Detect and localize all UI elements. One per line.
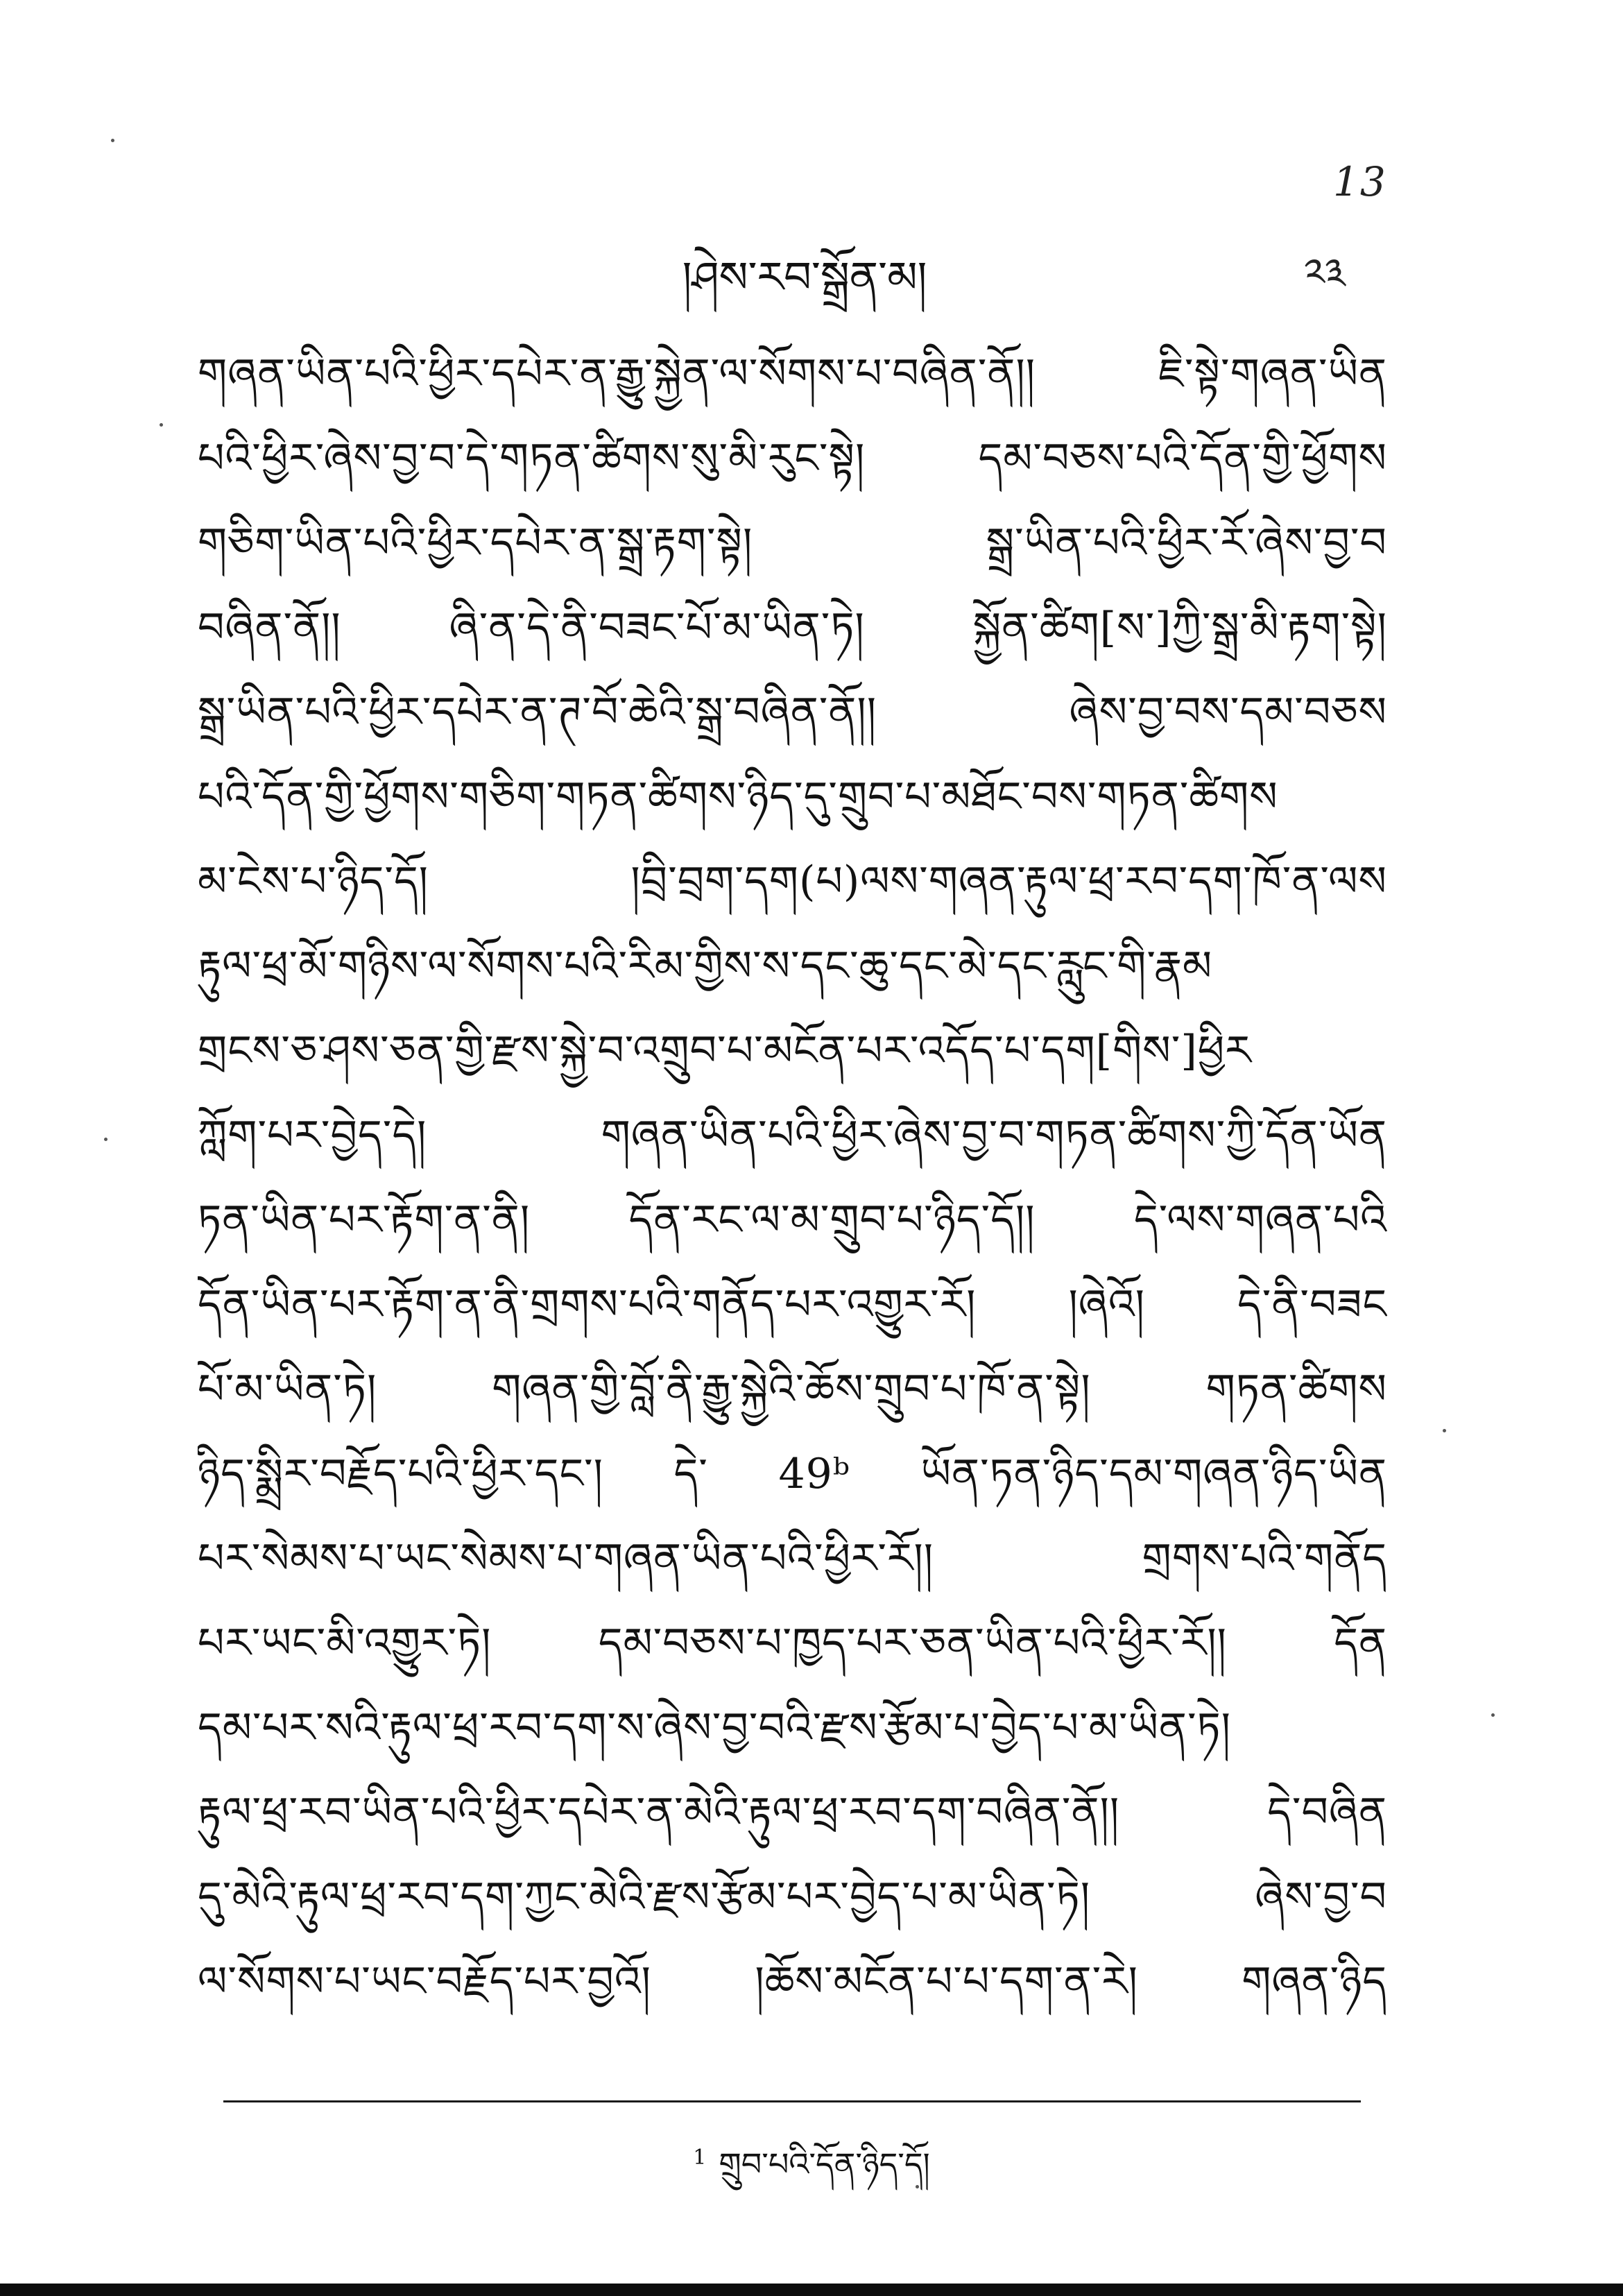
footnote-marker: 1 — [693, 2145, 707, 2170]
scan-speck — [160, 423, 163, 427]
text-line: རྟུལ་ཕྲ་རབ་ཡིན་པའི་ཕྱིར་དཔེར་ན་མེའི་རྟུལ་ཕྲ་རབ་དག་བཞིན་ནོ།། དེ་བཞིན — [198, 1788, 1387, 1837]
scan-speck — [916, 2185, 919, 2188]
handwritten-page-number: 13 — [1333, 158, 1387, 205]
text-line: པའི་ཕྱིར་ཞེས་བྱ་བ་དེ་གཏན་ཚིགས་སུ་མི་རུང་སྟེ། དམ་བཅས་པའི་དོན་གྱི་ཕྱོགས — [198, 434, 1387, 483]
text-line: གཞན་ཡིན་པའི་ཕྱིར་དཔེར་ན་རྒྱུ་སྐྱེན་ལ་སོགས་པ་བཞིན་ནོ།། ཇི་སྟེ་གཞན་ཡིན — [198, 350, 1387, 398]
scan-speck — [1443, 1429, 1446, 1432]
printed-folio-number: ༢༣ — [1304, 250, 1346, 297]
text-line: མ་ངེས་པ་ཉིད་དོ། །བྲི་བྲག་དག(པ)ལས་གཞན་རྟུལ་ཕྲ་རབ་དག་ཁོ་ན་ལས — [198, 857, 1387, 906]
text-line: པར་ཡང་མི་འགྱུར་ཏེ། དམ་བཅས་པ་ཁྱད་པར་ཅན་ཡིན་པའི་ཕྱིར་རོ།། དོན — [198, 1619, 1387, 1668]
text-line: རྟུལ་ཕྲ་མོ་གཉིས་ལ་སོགས་པའི་རིམ་གྱིས་ས་དང་ཆུ་དང་མེ་དང་རླུང་གི་རྣམ — [198, 942, 1213, 991]
text-line: བཞིན་ནོ།། ཞི་ན་དེ་ནི་བཟང་པོ་མ་ཡིན་ཏེ། སྐྱོན་ཚིག[ས་]ཀྱི་སྒྲ་མི་རྟག་སྟེ། — [198, 603, 1387, 652]
tibetan-body-text — [198, 332, 1387, 2024]
text-line: ཏན་ཡིན་པར་རྟོག་ན་ནི། དོན་རང་ལ་མ་གྲུབ་པ་ཉིད་དོ།། དེ་ལས་གཞན་པའི — [198, 1196, 1387, 1244]
text-line: དུ་མེའི་རྟུལ་ཕྲ་རབ་དག་ཀྱང་མེའི་རྫས་རྩོམ་པར་བྱེད་པ་མ་ཡིན་ཏེ། ཞེས་བྱ་བ — [198, 1873, 1387, 1921]
text-line: དམ་པར་སའི་རྟུལ་ཕྲ་རབ་དག་ས་ཞེས་བྱ་བའི་རྫས་རྩོམ་པ་བྱེད་པ་མ་ཡིན་ཏེ། — [198, 1704, 1231, 1752]
scan-speck — [1491, 1713, 1495, 1717]
running-title: །ཤེས་རབ་སྒྲོན་མ། — [682, 252, 927, 302]
footnote — [610, 2130, 1013, 2219]
footnote-separator-rule — [223, 2100, 1361, 2102]
text-line: དོན་ཡིན་པར་རྟོག་ན་ནི་གྲགས་པའི་གནོད་པར་འགྱུར་རོ། །ཞེའོ། དེ་ནི་བཟང — [198, 1280, 1387, 1329]
text-line: སྒྲ་ཡིན་པའི་ཕྱིར་དཔེར་ན་ཊ་བོ་ཆེའི་སྒྲ་བཞིན་ནོ།། ཞེས་བྱ་བས་དམ་བཅས — [198, 688, 1387, 737]
scan-bottom-edge — [0, 2284, 1623, 2296]
scan-speck — [111, 139, 114, 142]
text-line: པའི་དོན་གྱི་ཕྱོགས་གཅིག་གཏན་ཚིགས་ཉིད་དུ་གྲུབ་པ་མཐོང་བས་གཏན་ཚིགས — [198, 773, 1278, 821]
text-line: ཉིད་སྨྲིར་བརྗོད་པའི་ཕྱིར་དང་། དེ་ 49ᵇ ཡོན་ཏན་ཉིད་དམ་གཞན་ཉིད་ཡིན — [198, 1450, 1387, 1498]
text-line: གྲངས་ཅ་ཤས་ཅན་གྱི་རྫས་སྐྱེ་བ་འགྲུབ་པ་མངོན་པར་འདོད་པ་དག[གིས་]ཕྱིར — [198, 1027, 1252, 1075]
text-line: པོ་མ་ཡིན་ཏེ། གཞན་གྱི་བློ་ནི་རྒྱུ་སྐྱེའི་ཆོས་གྲུབ་པ་ཁོ་ན་སྟེ། གཏན་ཚིགས — [198, 1365, 1387, 1414]
scan-speck — [104, 1138, 108, 1141]
text-line: གཅིག་ཡིན་པའི་ཕྱིར་དཔེར་ན་སྒྲ་རྟག་སྟེ། སྒྲ་ཡིན་པའི་ཕྱིར་རོ་ཞེས་བྱ་བ — [198, 519, 1387, 567]
text-line: ལ་སོགས་པ་ཡང་བརྗོད་པར་བྱའོ། །ཆོས་མངོན་པ་པ་དག་ན་རེ། གཞན་ཉིད — [198, 1957, 1387, 2006]
text-line: པར་སེམས་པ་ཡང་སེམས་པ་གཞན་ཡིན་པའི་ཕྱིར་རོ།། གྲགས་པའི་གནོད — [198, 1534, 1387, 1583]
footnote-text: གྲུབ་པའི་དོན་ཉིད་དོ། — [719, 2145, 930, 2183]
text-line: ཀློག་པར་བྱེད་དེ། གཞན་ཡིན་པའི་ཕྱིར་ཞེས་བྱ་བ་གཏན་ཚིགས་ཀྱི་དོན་ཡོན — [198, 1111, 1387, 1160]
